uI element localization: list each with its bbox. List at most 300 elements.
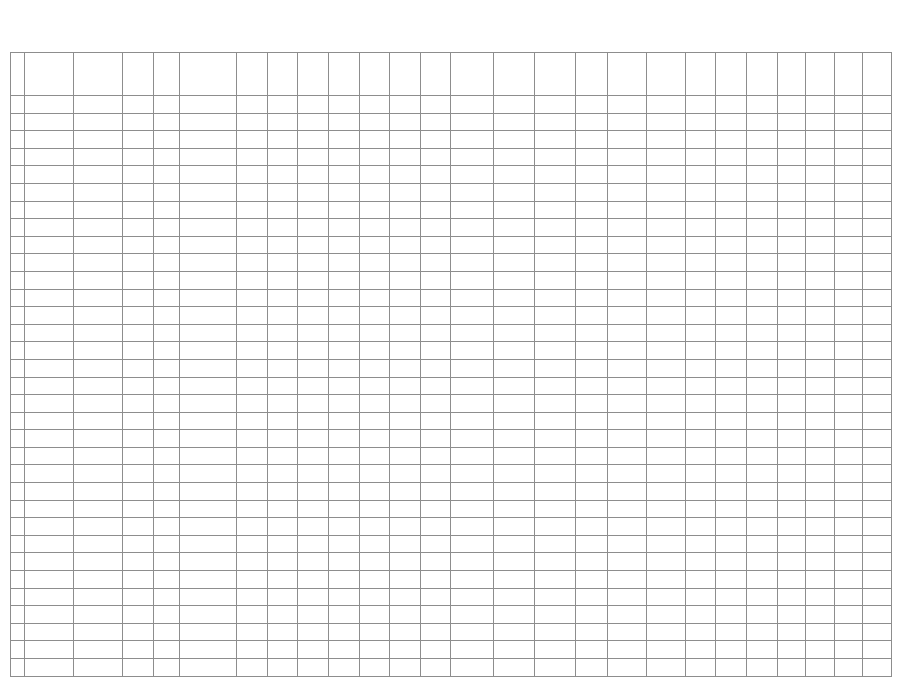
table-cell bbox=[11, 166, 25, 184]
table-cell bbox=[359, 659, 390, 677]
table-cell bbox=[25, 412, 74, 430]
table-cell bbox=[647, 201, 686, 219]
table-cell bbox=[863, 166, 892, 184]
table-cell bbox=[746, 271, 777, 289]
table-cell bbox=[575, 500, 608, 518]
table-cell bbox=[494, 219, 535, 237]
table-cell bbox=[777, 588, 806, 606]
table-cell bbox=[359, 113, 390, 131]
table-cell bbox=[863, 588, 892, 606]
table-cell bbox=[834, 359, 863, 377]
table-cell bbox=[11, 342, 25, 360]
table-cell bbox=[420, 571, 451, 589]
table-cell bbox=[494, 96, 535, 114]
table-cell bbox=[451, 219, 494, 237]
table-cell bbox=[420, 166, 451, 184]
table-cell bbox=[494, 588, 535, 606]
table-cell bbox=[746, 465, 777, 483]
table-cell bbox=[534, 359, 575, 377]
table-cell bbox=[390, 500, 421, 518]
table-cell bbox=[777, 219, 806, 237]
table-cell bbox=[716, 659, 747, 677]
table-cell bbox=[25, 395, 74, 413]
table-cell bbox=[11, 606, 25, 624]
table-cell bbox=[746, 571, 777, 589]
table-cell bbox=[494, 113, 535, 131]
table-cell bbox=[716, 131, 747, 149]
table-cell bbox=[863, 271, 892, 289]
table-cell bbox=[180, 606, 237, 624]
table-cell bbox=[420, 236, 451, 254]
table-cell bbox=[494, 553, 535, 571]
table-cell bbox=[608, 659, 647, 677]
table-cell bbox=[806, 571, 835, 589]
table-cell bbox=[494, 377, 535, 395]
table-cell bbox=[329, 483, 360, 501]
table-cell bbox=[153, 342, 180, 360]
table-cell bbox=[11, 131, 25, 149]
table-cell bbox=[834, 606, 863, 624]
table-row bbox=[11, 113, 892, 131]
table-cell bbox=[451, 131, 494, 149]
table-cell bbox=[575, 113, 608, 131]
table-cell bbox=[359, 412, 390, 430]
table-cell bbox=[180, 359, 237, 377]
table-cell bbox=[153, 219, 180, 237]
table-cell bbox=[123, 535, 154, 553]
table-cell bbox=[359, 571, 390, 589]
table-cell bbox=[608, 571, 647, 589]
table-cell bbox=[834, 148, 863, 166]
table-cell bbox=[237, 324, 268, 342]
column-header bbox=[806, 53, 835, 96]
column-header bbox=[359, 53, 390, 96]
table-cell bbox=[390, 219, 421, 237]
table-cell bbox=[575, 324, 608, 342]
table-cell bbox=[863, 148, 892, 166]
table-cell bbox=[74, 535, 123, 553]
table-cell bbox=[777, 430, 806, 448]
table-cell bbox=[11, 219, 25, 237]
table-cell bbox=[329, 465, 360, 483]
table-cell bbox=[863, 430, 892, 448]
table-cell bbox=[863, 342, 892, 360]
table-cell bbox=[11, 553, 25, 571]
table-cell bbox=[746, 183, 777, 201]
table-cell bbox=[329, 412, 360, 430]
table-cell bbox=[716, 641, 747, 659]
table-cell bbox=[153, 571, 180, 589]
table-cell bbox=[420, 307, 451, 325]
table-cell bbox=[685, 254, 716, 272]
table-cell bbox=[806, 342, 835, 360]
table-cell bbox=[746, 289, 777, 307]
table-cell bbox=[777, 641, 806, 659]
table-cell bbox=[267, 324, 298, 342]
table-cell bbox=[74, 236, 123, 254]
table-cell bbox=[534, 535, 575, 553]
table-cell bbox=[267, 641, 298, 659]
table-cell bbox=[777, 395, 806, 413]
table-cell bbox=[420, 535, 451, 553]
table-cell bbox=[608, 307, 647, 325]
table-cell bbox=[451, 236, 494, 254]
table-cell bbox=[267, 606, 298, 624]
table-cell bbox=[123, 623, 154, 641]
table-cell bbox=[608, 553, 647, 571]
table-cell bbox=[267, 447, 298, 465]
table-cell bbox=[806, 623, 835, 641]
table-cell bbox=[11, 447, 25, 465]
table-cell bbox=[534, 219, 575, 237]
table-cell bbox=[359, 430, 390, 448]
table-cell bbox=[685, 183, 716, 201]
table-cell bbox=[74, 588, 123, 606]
table-cell bbox=[685, 131, 716, 149]
table-cell bbox=[716, 342, 747, 360]
table-cell bbox=[11, 148, 25, 166]
table-cell bbox=[390, 236, 421, 254]
table-cell bbox=[74, 395, 123, 413]
table-cell bbox=[329, 500, 360, 518]
table-cell bbox=[237, 571, 268, 589]
table-cell bbox=[575, 518, 608, 536]
table-row bbox=[11, 518, 892, 536]
table-row bbox=[11, 96, 892, 114]
table-cell bbox=[647, 395, 686, 413]
table-cell bbox=[608, 500, 647, 518]
table-cell bbox=[298, 201, 329, 219]
table-cell bbox=[716, 271, 747, 289]
table-cell bbox=[180, 113, 237, 131]
table-cell bbox=[11, 483, 25, 501]
table-cell bbox=[534, 236, 575, 254]
table-cell bbox=[716, 219, 747, 237]
table-cell bbox=[329, 342, 360, 360]
table-cell bbox=[25, 201, 74, 219]
table-cell bbox=[390, 535, 421, 553]
table-cell bbox=[685, 465, 716, 483]
table-cell bbox=[534, 430, 575, 448]
table-cell bbox=[267, 113, 298, 131]
table-cell bbox=[575, 588, 608, 606]
table-cell bbox=[647, 447, 686, 465]
table-cell bbox=[685, 500, 716, 518]
table-cell bbox=[685, 535, 716, 553]
table-cell bbox=[267, 342, 298, 360]
table-cell bbox=[153, 307, 180, 325]
table-cell bbox=[494, 289, 535, 307]
table-cell bbox=[608, 289, 647, 307]
table-cell bbox=[420, 183, 451, 201]
table-cell bbox=[237, 183, 268, 201]
table-cell bbox=[575, 465, 608, 483]
table-cell bbox=[647, 518, 686, 536]
table-cell bbox=[834, 219, 863, 237]
column-header bbox=[237, 53, 268, 96]
table-cell bbox=[11, 395, 25, 413]
table-cell bbox=[834, 131, 863, 149]
table-cell bbox=[863, 483, 892, 501]
table-cell bbox=[123, 500, 154, 518]
table-cell bbox=[746, 219, 777, 237]
table-cell bbox=[806, 412, 835, 430]
table-cell bbox=[575, 553, 608, 571]
table-cell bbox=[359, 377, 390, 395]
table-cell bbox=[237, 131, 268, 149]
table-cell bbox=[237, 465, 268, 483]
table-cell bbox=[451, 571, 494, 589]
table-cell bbox=[746, 254, 777, 272]
table-cell bbox=[329, 571, 360, 589]
column-header bbox=[534, 53, 575, 96]
table-cell bbox=[123, 553, 154, 571]
table-cell bbox=[298, 307, 329, 325]
column-header bbox=[74, 53, 123, 96]
table-cell bbox=[237, 588, 268, 606]
table-cell bbox=[777, 553, 806, 571]
table-cell bbox=[777, 148, 806, 166]
table-row bbox=[11, 201, 892, 219]
table-cell bbox=[685, 271, 716, 289]
table-cell bbox=[74, 324, 123, 342]
table-cell bbox=[647, 483, 686, 501]
table-cell bbox=[608, 606, 647, 624]
table-cell bbox=[834, 447, 863, 465]
table-cell bbox=[123, 465, 154, 483]
table-row bbox=[11, 535, 892, 553]
table-cell bbox=[390, 518, 421, 536]
table-cell bbox=[390, 131, 421, 149]
table-cell bbox=[180, 412, 237, 430]
table-cell bbox=[74, 166, 123, 184]
table-cell bbox=[237, 148, 268, 166]
table-cell bbox=[123, 289, 154, 307]
table-cell bbox=[390, 571, 421, 589]
table-cell bbox=[237, 606, 268, 624]
table-cell bbox=[451, 659, 494, 677]
table-cell bbox=[329, 588, 360, 606]
table-cell bbox=[420, 465, 451, 483]
table-cell bbox=[180, 289, 237, 307]
table-cell bbox=[494, 483, 535, 501]
table-cell bbox=[806, 148, 835, 166]
column-header bbox=[25, 53, 74, 96]
table-cell bbox=[746, 148, 777, 166]
table-cell bbox=[534, 131, 575, 149]
table-cell bbox=[11, 623, 25, 641]
table-cell bbox=[685, 289, 716, 307]
table-cell bbox=[863, 623, 892, 641]
table-cell bbox=[534, 659, 575, 677]
table-cell bbox=[123, 131, 154, 149]
table-cell bbox=[575, 289, 608, 307]
table-cell bbox=[237, 553, 268, 571]
table-cell bbox=[298, 236, 329, 254]
table-cell bbox=[647, 465, 686, 483]
table-cell bbox=[777, 201, 806, 219]
table-cell bbox=[806, 606, 835, 624]
table-cell bbox=[237, 518, 268, 536]
table-cell bbox=[746, 483, 777, 501]
table-cell bbox=[420, 324, 451, 342]
table-cell bbox=[608, 483, 647, 501]
table-cell bbox=[647, 166, 686, 184]
table-cell bbox=[451, 623, 494, 641]
table-cell bbox=[390, 465, 421, 483]
table-cell bbox=[11, 571, 25, 589]
table-cell bbox=[153, 201, 180, 219]
table-cell bbox=[575, 430, 608, 448]
table-cell bbox=[25, 271, 74, 289]
table-cell bbox=[806, 465, 835, 483]
table-cell bbox=[267, 359, 298, 377]
table-cell bbox=[834, 553, 863, 571]
table-cell bbox=[806, 588, 835, 606]
table-cell bbox=[534, 483, 575, 501]
table-cell bbox=[575, 219, 608, 237]
table-cell bbox=[420, 96, 451, 114]
table-cell bbox=[806, 271, 835, 289]
table-cell bbox=[298, 113, 329, 131]
table-cell bbox=[298, 447, 329, 465]
table-cell bbox=[153, 236, 180, 254]
table-cell bbox=[180, 219, 237, 237]
table-cell bbox=[25, 518, 74, 536]
table-cell bbox=[746, 659, 777, 677]
table-cell bbox=[180, 166, 237, 184]
table-row bbox=[11, 412, 892, 430]
table-cell bbox=[329, 359, 360, 377]
table-cell bbox=[806, 183, 835, 201]
table-cell bbox=[123, 483, 154, 501]
table-cell bbox=[834, 166, 863, 184]
table-cell bbox=[153, 183, 180, 201]
table-cell bbox=[420, 641, 451, 659]
table-cell bbox=[420, 148, 451, 166]
table-cell bbox=[746, 201, 777, 219]
table-cell bbox=[237, 289, 268, 307]
table-cell bbox=[746, 623, 777, 641]
table-cell bbox=[74, 430, 123, 448]
table-cell bbox=[806, 377, 835, 395]
table-cell bbox=[685, 571, 716, 589]
table-cell bbox=[267, 254, 298, 272]
table-cell bbox=[716, 236, 747, 254]
table-cell bbox=[123, 606, 154, 624]
table-cell bbox=[329, 324, 360, 342]
table-cell bbox=[390, 201, 421, 219]
column-header bbox=[390, 53, 421, 96]
table-cell bbox=[777, 96, 806, 114]
table-cell bbox=[777, 377, 806, 395]
table-cell bbox=[390, 342, 421, 360]
table-cell bbox=[806, 307, 835, 325]
table-cell bbox=[863, 289, 892, 307]
table-cell bbox=[451, 588, 494, 606]
table-cell bbox=[11, 412, 25, 430]
table-cell bbox=[25, 96, 74, 114]
table-cell bbox=[74, 641, 123, 659]
table-cell bbox=[863, 395, 892, 413]
table-cell bbox=[834, 483, 863, 501]
table-cell bbox=[534, 96, 575, 114]
table-cell bbox=[390, 483, 421, 501]
table-cell bbox=[180, 96, 237, 114]
table-cell bbox=[834, 430, 863, 448]
table-cell bbox=[534, 271, 575, 289]
table-cell bbox=[267, 500, 298, 518]
table-cell bbox=[25, 289, 74, 307]
table-cell bbox=[180, 535, 237, 553]
table-cell bbox=[74, 219, 123, 237]
table-cell bbox=[153, 483, 180, 501]
column-header bbox=[608, 53, 647, 96]
table-cell bbox=[685, 518, 716, 536]
table-cell bbox=[746, 342, 777, 360]
table-cell bbox=[647, 571, 686, 589]
column-header bbox=[716, 53, 747, 96]
table-cell bbox=[575, 447, 608, 465]
table-cell bbox=[806, 518, 835, 536]
table-cell bbox=[494, 271, 535, 289]
table-cell bbox=[534, 447, 575, 465]
table-cell bbox=[180, 254, 237, 272]
table-cell bbox=[685, 412, 716, 430]
table-cell bbox=[746, 518, 777, 536]
table-cell bbox=[863, 96, 892, 114]
table-cell bbox=[494, 412, 535, 430]
table-cell bbox=[608, 447, 647, 465]
table-cell bbox=[806, 166, 835, 184]
table-cell bbox=[359, 465, 390, 483]
table-cell bbox=[685, 447, 716, 465]
table-cell bbox=[329, 113, 360, 131]
table-cell bbox=[267, 131, 298, 149]
table-cell bbox=[608, 183, 647, 201]
table-cell bbox=[746, 236, 777, 254]
table-cell bbox=[494, 641, 535, 659]
table-cell bbox=[685, 483, 716, 501]
table-cell bbox=[359, 483, 390, 501]
table-cell bbox=[806, 430, 835, 448]
table-cell bbox=[420, 359, 451, 377]
table-cell bbox=[746, 535, 777, 553]
table-cell bbox=[267, 395, 298, 413]
table-cell bbox=[180, 342, 237, 360]
table-cell bbox=[716, 571, 747, 589]
table-cell bbox=[25, 307, 74, 325]
table-cell bbox=[180, 307, 237, 325]
table-cell bbox=[74, 96, 123, 114]
table-cell bbox=[806, 289, 835, 307]
table-cell bbox=[834, 641, 863, 659]
table-cell bbox=[777, 289, 806, 307]
table-cell bbox=[298, 254, 329, 272]
table-cell bbox=[716, 623, 747, 641]
table-cell bbox=[237, 359, 268, 377]
table-row bbox=[11, 553, 892, 571]
table-cell bbox=[575, 535, 608, 553]
table-cell bbox=[390, 623, 421, 641]
table-row bbox=[11, 377, 892, 395]
table-cell bbox=[534, 500, 575, 518]
header-row bbox=[11, 53, 892, 96]
table-cell bbox=[390, 606, 421, 624]
table-cell bbox=[420, 483, 451, 501]
table-cell bbox=[267, 623, 298, 641]
table-cell bbox=[298, 289, 329, 307]
